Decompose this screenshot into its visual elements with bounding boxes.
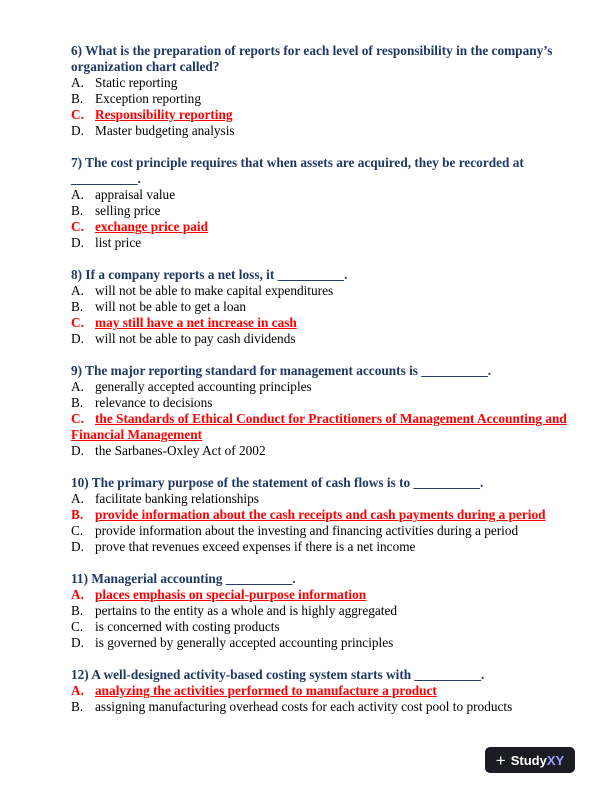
question-text: 11) Managerial accounting __________. [71,571,296,586]
answer-option [71,635,571,651]
question-text: 8) If a company reports a net loss, it __________. [71,267,348,282]
brand-suffix: XY [546,752,565,768]
answer-option-correct [71,411,571,443]
option-letter: C. [71,523,84,538]
option-text: facilitate banking relationships [95,491,259,506]
answer-option [71,187,571,203]
option-text: the Standards of Ethical Conduct for Practitioners of Management Accounting and Financial Management [71,411,567,442]
option-letter: B. [71,699,84,714]
answer-option [71,331,571,347]
option-text: relevance to decisions [95,395,213,410]
answer-option [71,203,571,219]
option-letter: A. [71,187,84,202]
answer-option [71,379,571,395]
brand-prefix: Study [510,752,547,768]
option-text: prove that revenues exceed expenses if there is a net income [95,539,416,554]
option-text: places emphasis on special-purpose information [95,587,367,602]
option-letter: D. [71,123,84,138]
option-letter: A. [71,75,84,90]
option-text: will not be able to make capital expenditures [95,283,334,298]
option-text: provide information about the cash receipts and cash payments during a period [95,507,546,522]
question-block [71,571,571,651]
question-text: 10) The primary purpose of the statement of cash flows is to __________. [71,475,484,490]
question-block [71,155,571,251]
question-text: 6) What is the preparation of reports for each level of responsibility in the company’s organization chart called? [71,43,553,74]
plus-icon: + [495,750,506,770]
option-text: is concerned with costing products [95,619,280,634]
answer-option-correct [71,683,571,699]
option-text: generally accepted accounting principles [95,379,312,394]
option-letter: A. [71,683,84,698]
answer-option [71,75,571,91]
option-text: pertains to the entity as a whole and is highly aggregated [95,603,398,618]
answer-option [71,619,571,635]
option-text: Exception reporting [95,91,201,106]
quiz-document [71,43,571,731]
option-letter: C. [71,107,84,122]
option-letter: A. [71,491,84,506]
option-letter: A. [71,283,84,298]
option-text: provide information about the investing and financing activities during a period [95,523,519,538]
option-text: the Sarbanes-Oxley Act of 2002 [95,443,266,458]
option-text: assigning manufacturing overhead costs for each activity cost pool to products [95,699,513,714]
option-text: appraisal value [95,187,176,202]
answer-option [71,235,571,251]
option-letter: D. [71,539,84,554]
option-text: list price [95,235,142,250]
answer-option [71,283,571,299]
answer-option-correct [71,315,571,331]
answer-option-correct [71,219,571,235]
option-letter: B. [71,603,84,618]
option-letter: C. [71,411,84,426]
option-text: will not be able to pay cash dividends [95,331,296,346]
option-text: exchange price paid [95,219,209,234]
option-letter: B. [71,395,84,410]
option-text: Master budgeting analysis [95,123,235,138]
question-block [71,475,571,555]
option-letter: C. [71,619,84,634]
question-block [71,363,571,459]
answer-option-correct [71,507,571,523]
option-letter: B. [71,203,84,218]
option-text: analyzing the activities performed to manufacture a product [95,683,437,698]
option-text: may still have a net increase in cash [95,315,297,330]
answer-option-correct [71,107,571,123]
question-text: 9) The major reporting standard for management accounts is __________. [71,363,492,378]
option-letter: D. [71,331,84,346]
question-block [71,667,571,715]
answer-option-correct [71,587,571,603]
option-text: Responsibility reporting [95,107,233,122]
option-letter: D. [71,635,84,650]
answer-option [71,523,571,539]
option-letter: A. [71,587,84,602]
option-letter: D. [71,235,84,250]
answer-option [71,299,571,315]
answer-option [71,603,571,619]
answer-option [71,443,571,459]
option-letter: B. [71,299,84,314]
answer-option [71,91,571,107]
option-letter: B. [71,507,84,522]
option-text: selling price [95,203,161,218]
question-text: 7) The cost principle requires that when assets are acquired, they be recorded at __________. [71,155,524,186]
option-letter: A. [71,379,84,394]
studyxy-badge[interactable] [485,747,575,773]
option-letter: D. [71,443,84,458]
option-text: is governed by generally accepted accounting principles [95,635,394,650]
option-letter: B. [71,91,84,106]
question-block [71,267,571,347]
option-text: will not be able to get a loan [95,299,247,314]
question-text: 12) A well-designed activity-based costing system starts with __________. [71,667,485,682]
answer-option [71,539,571,555]
question-block [71,43,571,139]
answer-option [71,491,571,507]
option-letter: C. [71,219,84,234]
option-letter: C. [71,315,84,330]
answer-option [71,699,571,715]
option-text: Static reporting [95,75,178,90]
answer-option [71,123,571,139]
answer-option [71,395,571,411]
